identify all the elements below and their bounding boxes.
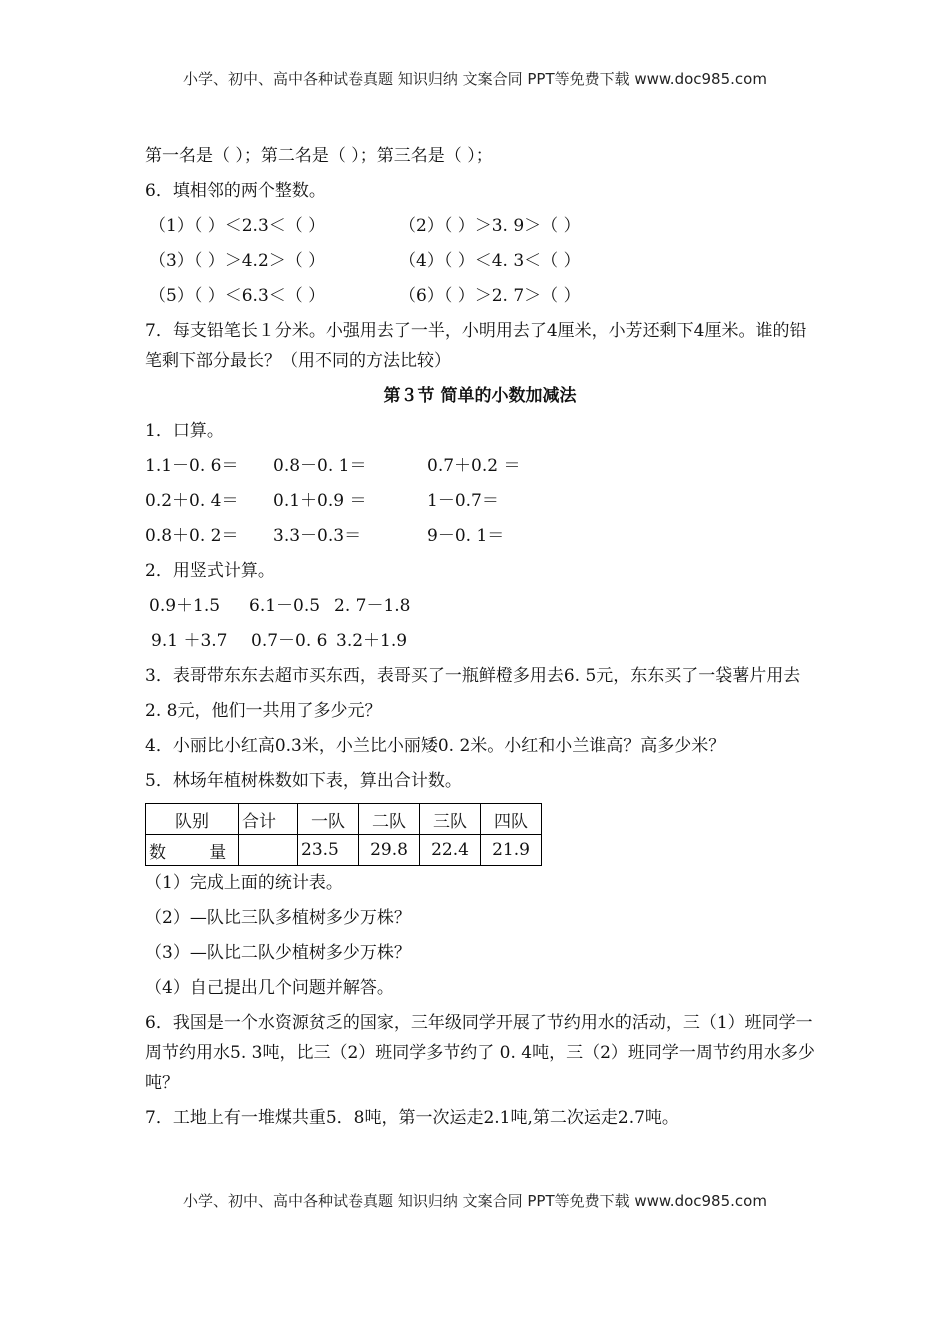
calc-item: 0.2＋0. 4＝	[145, 491, 239, 511]
q6-item-4: （4）（ ）＜4. 3＜（ ）	[399, 251, 581, 271]
s5-sub-2: （2）—队比三队多植树多少万株？	[145, 908, 411, 928]
table-header-cell: 合计	[239, 804, 298, 835]
vertical-calc-item: 2. 7－1.8	[334, 596, 411, 616]
table-header-row	[146, 804, 542, 835]
section-title: 第３节 简单的小数加减法	[383, 386, 577, 406]
s6-text: 6．我国是一个水资源贫乏的国家，三年级同学开展了节约用水的活动，三（1）班同学一周节约用水5. 3吨，比三（2）班同学多节约了 0. 4吨，三（2）班同学一周节约用水多少吨？	[145, 1013, 815, 1093]
s2-title: 2．用竖式计算。	[145, 561, 275, 581]
page-footer: 小学、初中、高中各种试卷真题 知识归纳 文案合同 PPT等免费下载 www.doc985.com	[183, 1192, 767, 1210]
s3-line-2: 2. 8元，他们一共用了多少元？	[145, 701, 382, 721]
table-row	[146, 835, 542, 866]
table-header-cell: 二队	[359, 804, 420, 835]
q6-row-3	[145, 281, 815, 316]
page-header: 小学、初中、高中各种试卷真题 知识归纳 文案合同 PPT等免费下载 www.doc985.com	[183, 70, 767, 88]
s2-row-1	[145, 591, 815, 626]
document-body	[145, 141, 815, 1138]
s3-line-1: 3．表哥带东东去超市买东西，表哥买了一瓶鲜橙多用去6. 5元，东东买了一袋薯片用去	[145, 666, 801, 686]
q6-item-5: （5）（ ）＜6.3＜（ ）	[149, 286, 326, 306]
s1-row-2	[145, 486, 815, 521]
table-cell: 23.5	[298, 835, 359, 866]
calc-item: 0.8－0. 1＝	[273, 456, 367, 476]
s2-row-2	[145, 626, 815, 661]
s1-row-1	[145, 451, 815, 486]
vertical-calc-item: 0.7－0. 6	[251, 631, 328, 651]
s5-sub-3: （3）—队比二队少植树多少万株？	[145, 943, 411, 963]
table-header-cell: 三队	[420, 804, 481, 835]
q6-item-6: （6）（ ）＞2. 7＞（ ）	[399, 286, 581, 306]
q7-text: 7．每支铅笔长１分米。小强用去了一半，小明用去了4厘米，小芳还剩下4厘米。谁的铅笔剩下部分最长？（用不同的方法比较）	[145, 321, 807, 371]
q6-title: 6．填相邻的两个整数。	[145, 181, 326, 201]
calc-item: 9－0. 1＝	[427, 526, 505, 546]
calc-item: 0.1＋0.9 ＝	[273, 491, 367, 511]
s5-sub-4: （4）自己提出几个问题并解答。	[145, 978, 394, 998]
s5-title: 5．林场年植树株数如下表，算出合计数。	[145, 771, 462, 791]
ranking-line: 第一名是（ ）；第二名是（ ）；第三名是（ ）；	[145, 146, 493, 166]
table-cell: 21.9	[481, 835, 542, 866]
vertical-calc-item: 0.9＋1.5	[149, 596, 221, 616]
vertical-calc-item: 6.1－0.5	[249, 596, 321, 616]
calc-item: 3.3－0.3＝	[273, 526, 362, 546]
table-cell: 数 量	[146, 835, 239, 866]
table-cell: 22.4	[420, 835, 481, 866]
table-cell	[239, 835, 298, 866]
calc-item: 0.7＋0.2 ＝	[427, 456, 521, 476]
s4-text: 4．小丽比小红高0.3米，小兰比小丽矮0. 2米。小红和小兰谁高？高多少米？	[145, 736, 726, 756]
q6-item-2: （2）（ ）＞3. 9＞（ ）	[399, 216, 581, 236]
calc-item: 1－0.7＝	[427, 491, 499, 511]
calc-item: 0.8＋0. 2＝	[145, 526, 239, 546]
s5-sub-1: （1）完成上面的统计表。	[145, 873, 343, 893]
q6-row-1	[145, 211, 815, 246]
table-header-cell: 队别	[146, 804, 239, 835]
table-header-cell: 一队	[298, 804, 359, 835]
table-header-cell: 四队	[481, 804, 542, 835]
table-cell: 29.8	[359, 835, 420, 866]
vertical-calc-item: 9.1 ＋3.7	[151, 631, 228, 651]
s7-text: 7．工地上有一堆煤共重5．8吨，第一次运走2.1吨,第二次运走2.7吨。	[145, 1108, 679, 1128]
q6-item-3: （3）（ ）＞4.2＞（ ）	[149, 251, 326, 271]
q6-item-1: （1）（ ）＜2.3＜（ ）	[149, 216, 326, 236]
vertical-calc-item: 3.2＋1.9	[336, 631, 408, 651]
q6-row-2	[145, 246, 815, 281]
planting-table	[145, 803, 542, 866]
calc-item: 1.1－0. 6＝	[145, 456, 239, 476]
s1-row-3	[145, 521, 815, 556]
s1-title: 1．口算。	[145, 421, 224, 441]
